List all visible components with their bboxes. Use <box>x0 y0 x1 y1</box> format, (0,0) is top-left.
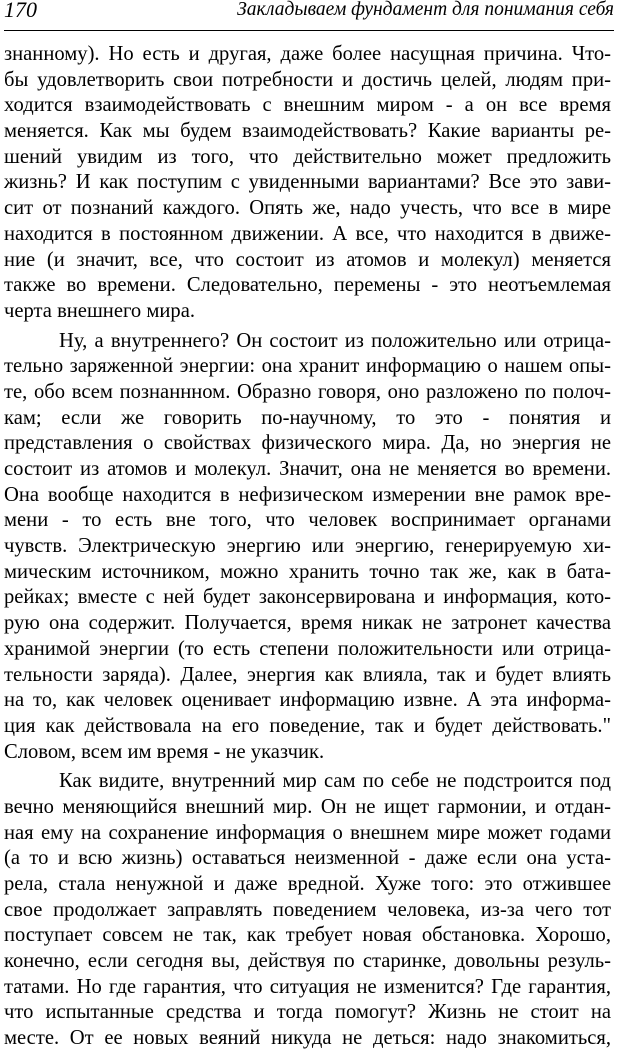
text-line: ходится взаимодействовать с внешним миром - а он все время <box>4 94 611 117</box>
text-line: ние (и значит, все, что состоит из атомов и молекул) меняется <box>4 248 611 271</box>
text-line: свое продолжает заправлять поведением человека, из-за чего тот <box>4 898 611 921</box>
text-line: ная ему на сохранение информация о внешнем мире может годами <box>4 821 611 844</box>
text-line: сит от познаний каждого. Опять же, надо учесть, что все в мире <box>4 197 611 220</box>
text-line: также во времени. Следовательно, перемены - это неотъемлемая <box>4 274 611 297</box>
paragraph-3 <box>4 769 611 1052</box>
text-line: (а то и всю жизнь) оставаться неизменной - даже если она уста- <box>4 847 611 870</box>
text-line: на то, как человек оценивает информацию извне. А эта информа- <box>4 689 611 712</box>
text-line: тельно заряженной энергии: она хранит информацию о нашем опы- <box>4 355 611 378</box>
text-line: те, обо всем познаннном. Образно говоря, оно разложено по полоч- <box>4 380 611 403</box>
text-line: татами. Но где гарантия, что ситуация не изменится? Где гарантия, <box>4 975 611 998</box>
text-line: мени - то есть вне того, что человек воспринимает органами <box>4 509 611 532</box>
page-number: 170 <box>4 0 37 22</box>
text-line: поступает совсем не так, как требует новая обстановка. Хорошо, <box>4 924 611 947</box>
running-header <box>4 0 614 31</box>
text-line: знанному). Но есть и другая, даже более насущная причина. Что- <box>4 43 611 65</box>
paragraph-1 <box>4 42 611 325</box>
text-line: Словом, всем им время - не указчик. <box>4 740 325 763</box>
text-line: Как видите, внутренний мир сам по себе не подстроится под <box>59 770 611 793</box>
text-line: рую она содержит. Получается, время никак не затронет качества <box>4 612 611 635</box>
text-line: месте. От ее новых веяний никуда не деться: надо знакомиться, <box>4 1027 611 1050</box>
text-line: хранимой энергии (то есть степени положительности или отрица- <box>4 637 611 660</box>
text-line: рела, стала ненужной и даже вредной. Хуже того: это отжившее <box>4 873 611 895</box>
text-line: что испытанные средства и тогда помогут? Жизнь не стоит на <box>4 1001 611 1024</box>
text-line: меняется. Как мы будем взаимодействовать? Какие варианты ре- <box>4 120 611 143</box>
text-line: жизнь? И как поступим с увиденными вариантами? Все это зави- <box>4 171 611 194</box>
running-title: Закладываем фундамент для понимания себя <box>237 0 614 20</box>
text-line: мическим источником, можно хранить точно так же, как в бата- <box>4 560 611 583</box>
body-text <box>4 42 611 1052</box>
text-line: находится в постоянном движении. А все, что находится в движе- <box>4 222 611 245</box>
text-line: Ну, а внутреннего? Он состоит из положительно или отрица- <box>59 329 611 352</box>
text-line: тельности заряда). Далее, энергия как влияла, так и будет влиять <box>4 663 611 686</box>
text-line: рейках; вместе с ней будет законсервирована и информация, кото- <box>4 586 611 609</box>
text-line: представления о свойствах физического мира. Да, но энергия не <box>4 432 611 455</box>
text-line: чувств. Электрическую энергию или энергию, генерируемую хи- <box>4 535 611 558</box>
text-line: вечно меняющийся внешний мир. Он не ищет гармонии, и отдан- <box>4 795 611 818</box>
text-line: кам; если же говорить по-научному, то это - понятия и <box>4 406 611 429</box>
text-line: конечно, если сегодня вы, действуя по старинке, довольны резуль- <box>4 950 611 973</box>
text-line: бы удовлетворить свои потребности и достичь целей, людям при- <box>4 68 611 91</box>
text-line: состоит из атомов и молекул. Значит, она не меняется во времени. <box>4 458 611 480</box>
text-line: черта внешнего мира. <box>4 299 195 322</box>
paragraph-2 <box>4 329 611 766</box>
text-line: Она вообще находится в нефизическом измерении вне рамок вре- <box>4 483 611 506</box>
text-line: шений увидим из того, что действительно может предложить <box>4 145 611 168</box>
text-line: ция как действовала на его поведение, так и будет действовать." <box>4 714 611 737</box>
